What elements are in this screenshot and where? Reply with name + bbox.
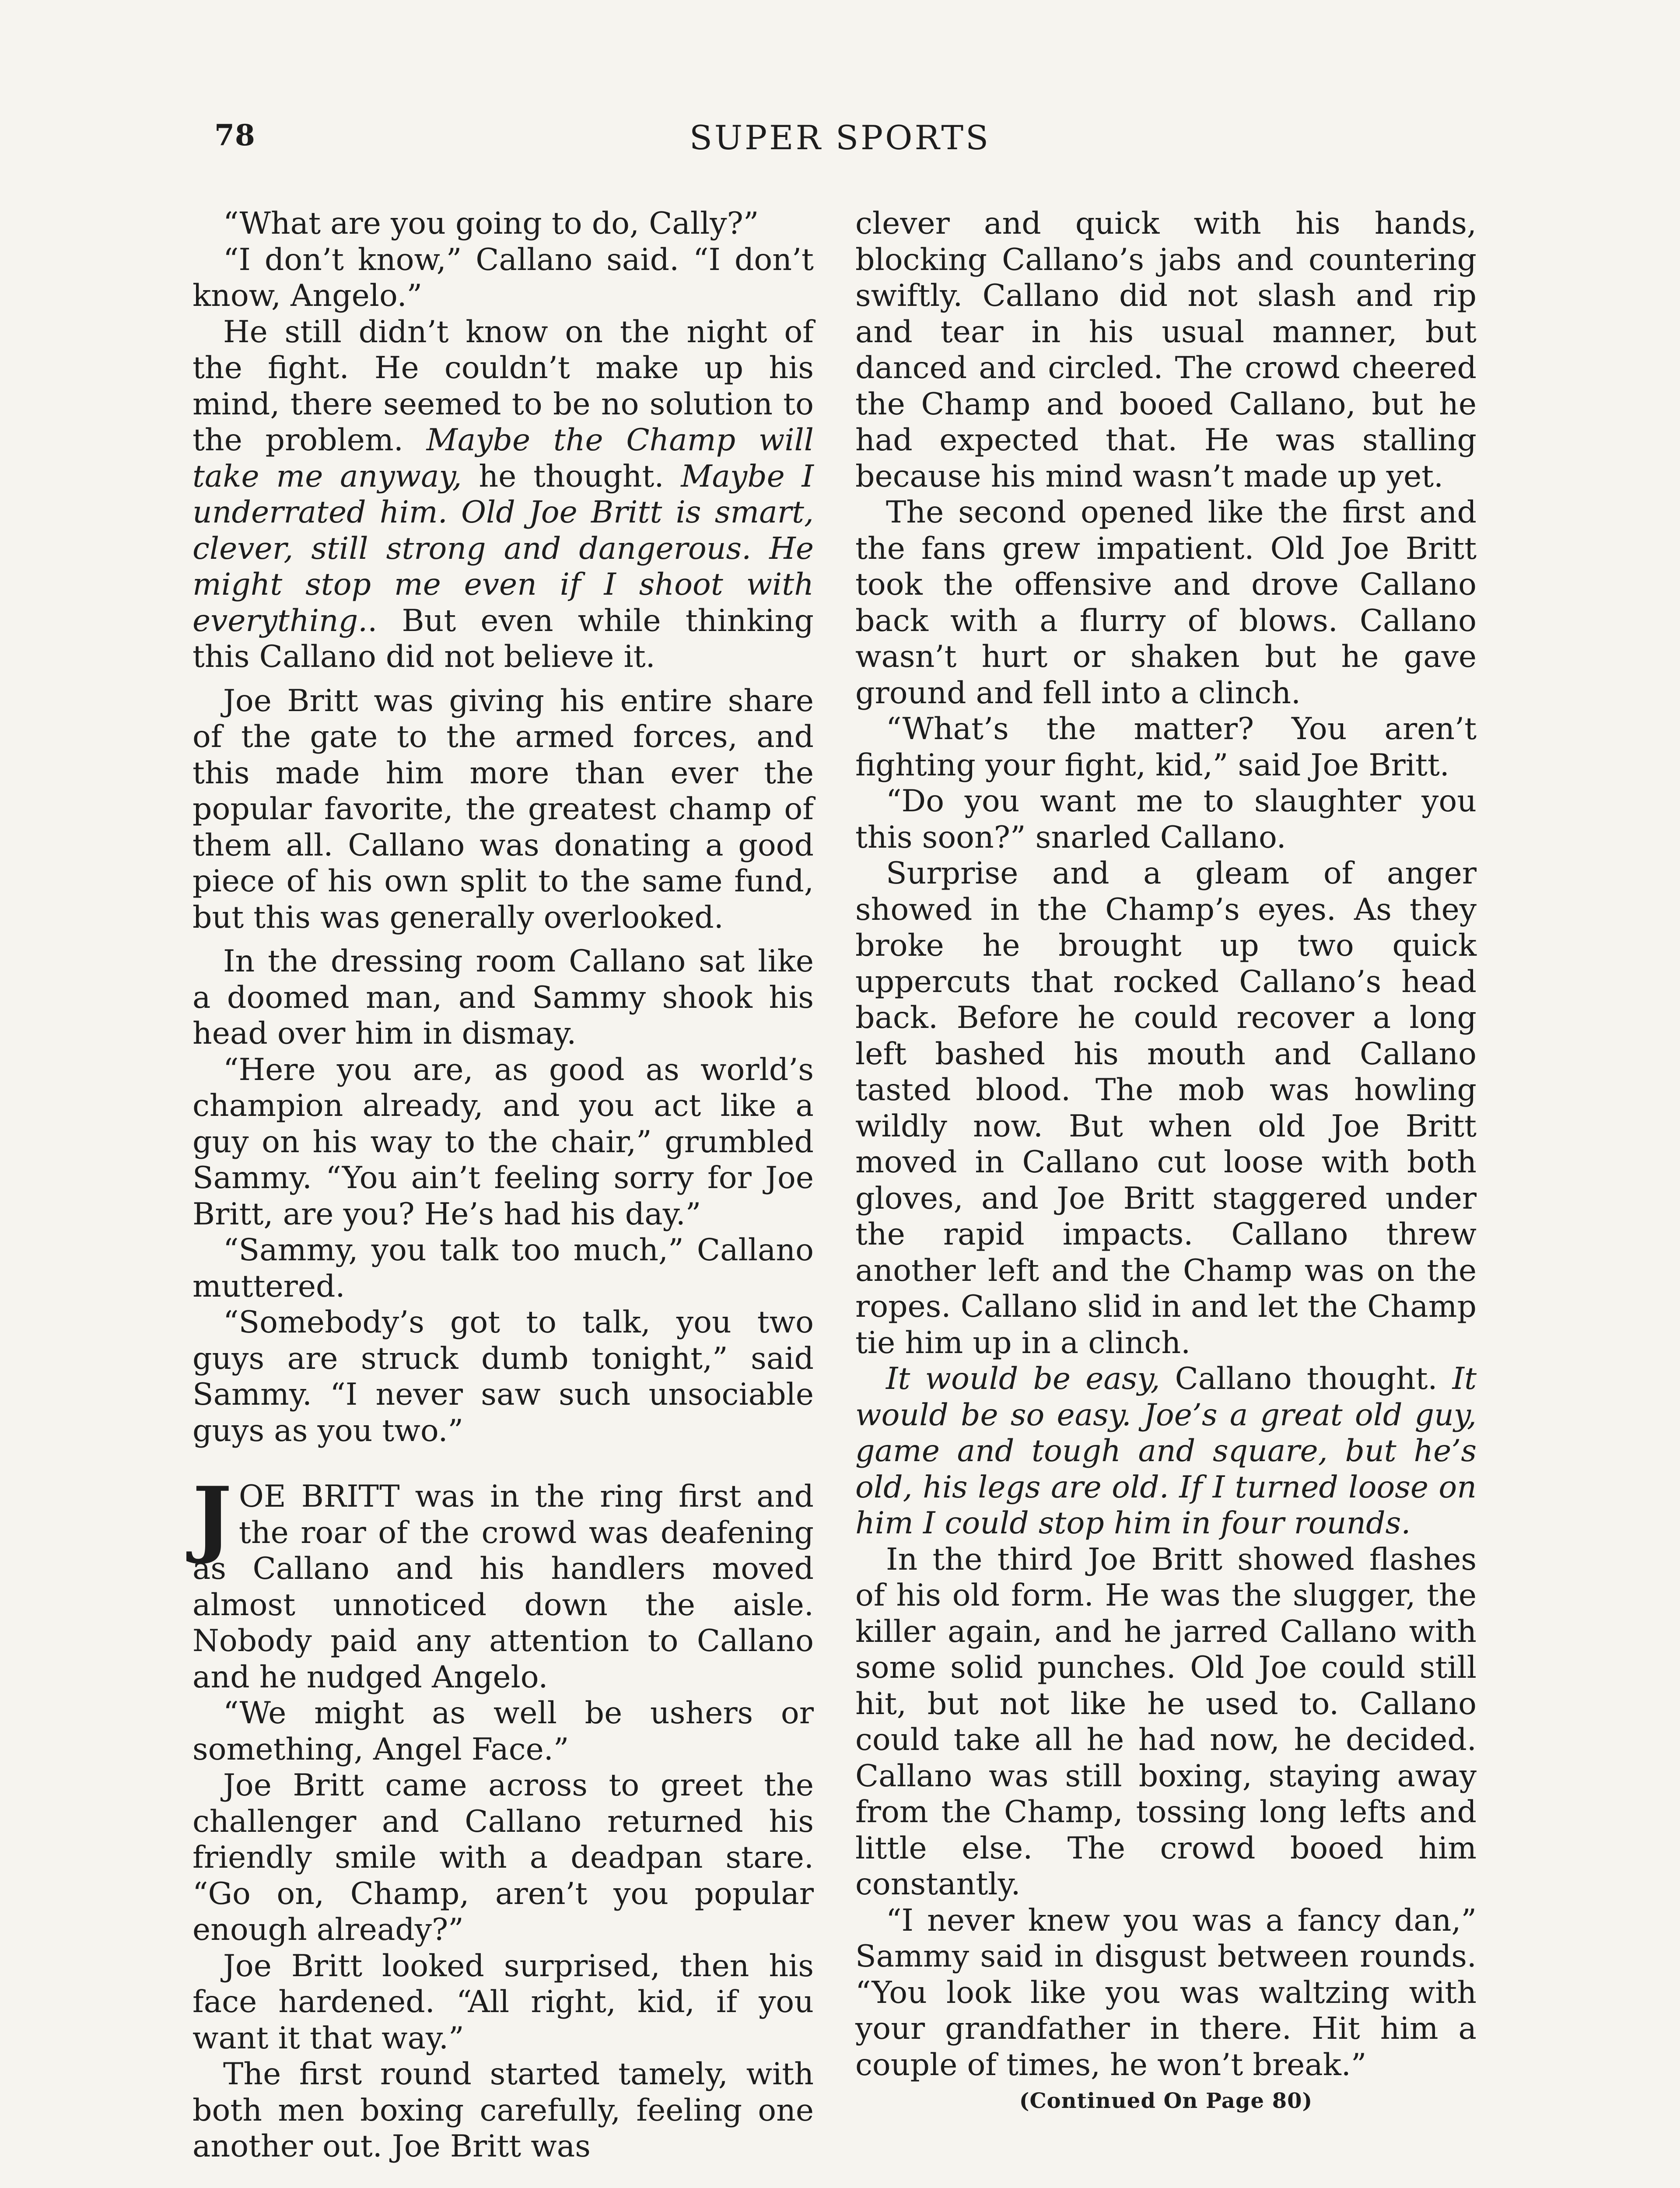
italic-text: Maybe I underrated him. Old Joe Britt is smart, clever, still strong and dangerous. He might stop me even if I shoot with everything. xyxy=(192,458,814,638)
paragraph: The second opened like the first and the fans grew impatient. Old Joe Britt took the offensive and drove Callano back with a flurry of blows. Callano wasn’t hurt or shaken but he gave ground and fell into a clinch. xyxy=(855,494,1477,711)
running-head: SUPER SPORTS xyxy=(689,118,991,157)
paragraph: The first round started tamely, with both men boxing carefully, feeling one another out. Joe Britt was xyxy=(192,2056,814,2164)
text-run: He still didn’t know on the night of the fight. He couldn’t make up his mind, there seemed to be no solution to the problem. xyxy=(192,314,814,458)
paragraph: In the dressing room Callano sat like a doomed man, and Sammy shook his head over him in dismay. xyxy=(192,943,814,1051)
paragraph: “Here you are, as good as world’s champion already, and you act like a guy on his way to the chair,” grumbled Sammy. “You ain’t feeling sorry for Joe Britt, are you? He’s had his day.” xyxy=(192,1052,814,1232)
paragraph: In the third Joe Britt showed flashes of his old form. He was the slugger, the killer again, and he jarred Callano with some solid punches. Old Joe could still hit, but not like he used to. Callano could take all he had now, he decided. Callano was still boxing, staying away from the Champ, tossing long lefts and little else. The crowd booed him constantly. xyxy=(855,1541,1477,1902)
paragraph: “Do you want me to slaughter you this soon?” snarled Callano. xyxy=(855,783,1477,855)
drop-cap: J xyxy=(192,1469,232,1566)
text-run: he thought. xyxy=(462,458,681,494)
paragraph: “We might as well be ushers or something, Angel Face.” xyxy=(192,1695,814,1767)
paragraph: “I don’t know,” Callano said. “I don’t know, Angelo.” xyxy=(192,242,814,313)
paragraph: “What are you going to do, Cally?” xyxy=(223,206,759,241)
text-run: . But even while thinking this Callano did not believe it. xyxy=(192,603,814,674)
text-run: OE BRITT was in the ring first and the roar of the crowd was deafening as Callano and his handlers moved almost unnoticed down the aisle. Nobody paid any attention to Callano and he nudged Angelo. xyxy=(192,1479,814,1695)
text-run: Callano thought. xyxy=(1160,1361,1452,1396)
paragraph: clever and quick with his hands, blocking Callano’s jabs and countering swiftly. Callano did not slash and rip and tear in his usual manner, but danced and circled. The crowd cheered the Champ and booed Callano, but he had expected that. He was stalling because his mind wasn’t made up yet. xyxy=(855,206,1477,494)
paragraph: “I never knew you was a fancy dan,” Sammy said in disgust between rounds. “You look like you was waltzing with your grandfather in there. Hit him a couple of times, he won’t break.” xyxy=(855,1902,1477,2083)
paragraph xyxy=(855,1361,1477,1542)
continued-notice: (Continued On Page 80) xyxy=(1019,2089,1313,2113)
paragraph: “What’s the matter? You aren’t fighting your fight, kid,” said Joe Britt. xyxy=(855,711,1477,783)
paragraph: Joe Britt was giving his entire share of the gate to the armed forces, and this made him more than ever the popular favorite, the greatest champ of them all. Callano was donating a good piece of his own split to the same fund, but this was generally overlooked. xyxy=(192,683,814,935)
left-column xyxy=(192,206,814,2165)
paragraph: Joe Britt looked surprised, then his face hardened. “All right, kid, if you want it that way.” xyxy=(192,1948,814,2056)
paragraph: Surprise and a gleam of anger showed in the Champ’s eyes. As they broke he brought up two quick uppercuts that rocked Callano’s head back. Before he could recover a long left bashed his mouth and Callano tasted blood. The mob was howling wildly now. But when old Joe Britt moved in Callano cut loose with both gloves, and Joe Britt staggered under the rapid impacts. Callano threw another left and the Champ was on the ropes. Callano slid in and let the Champ tie him up in a clinch. xyxy=(855,856,1477,1360)
paragraph: “Sammy, you talk too much,” Callano muttered. xyxy=(192,1232,814,1304)
paragraph: “Somebody’s got to talk, you two guys are struck dumb tonight,” said Sammy. “I never saw such unsociable guys as you two.” xyxy=(192,1304,814,1448)
italic-text: It would be easy, xyxy=(886,1361,1160,1396)
section-opening-paragraph xyxy=(192,1469,814,1695)
page-number: 78 xyxy=(214,118,256,152)
right-column xyxy=(855,206,1477,2119)
paragraph xyxy=(192,314,814,675)
italic-text: It would be so easy. Joe’s a great old guy, game and tough and square, but he’s old, his legs are old. If I turned loose on him I could stop him in four rounds. xyxy=(855,1361,1477,1541)
paragraph: Joe Britt came across to greet the challenger and Callano returned his friendly smile with a deadpan stare. “Go on, Champ, aren’t you popular enough already?” xyxy=(192,1767,814,1947)
italic-text: Maybe the Champ will take me anyway, xyxy=(192,422,814,494)
